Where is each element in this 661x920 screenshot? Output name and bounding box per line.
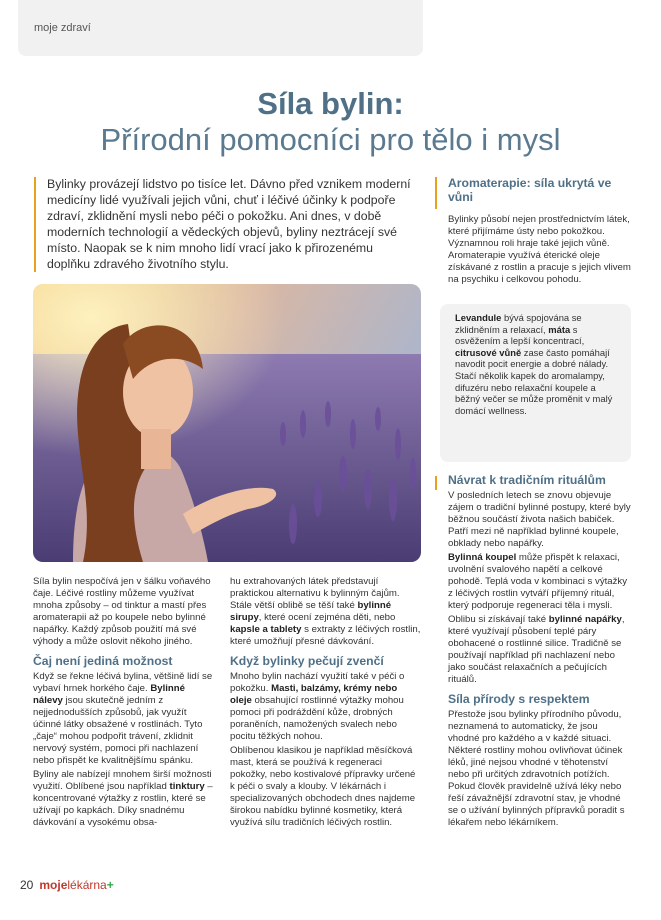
section-label: moje zdraví: [34, 22, 91, 34]
text-span: bývá spojována se zklidněním a relaxací,: [455, 312, 582, 335]
text-span: s osvěžením a lepší koncentrací,: [455, 323, 585, 347]
section-heading-respect: Síla přírody s respektem: [448, 692, 590, 706]
paragraph: Oblíbenou klasikou je například měsíčková mast, která se používá k regeneraci pokožky, nebo kostivalové přípravky určené k péči o svaly a klouby. V lékárnách i specializovaných obchodech dnes najdeme širokou nabídku bylinné kosmetiky, která využívá sílu tradičních léčivých rostlin.: [230, 745, 416, 828]
article-title: Síla bylin:: [257, 86, 404, 121]
tip-box: [440, 304, 631, 462]
aromatherapy-heading-wrap: [448, 176, 631, 207]
page-footer: [20, 878, 114, 892]
lead-paragraph: Bylinky provázejí lidstvo po tisíce let. Dávno před vznikem moderní medicíny lidé využívali jejich vůni, chuť i léčivé účinky k podpoře zdraví, zklidnění mysli nebo péči o pokožku. Ani dnes, v době moderních technologií a vědeckých objevů, byliny neztrácejí své místo. Naopak se k nim mnoho lidí vrací jako k přirozenému doplňku zdravého životního stylu.: [47, 177, 411, 271]
section-heading-tea: Čaj není jediná možnost: [33, 654, 173, 668]
bold-term: kapsle a tablety: [230, 624, 302, 635]
paragraph: V posledních letech se znovu objevuje zájem o tradiční bylinné postupy, které byly běžnou součástí života našich babiček. Patří mezi ně například bylinné koupele, obklady nebo napářky.: [448, 490, 631, 549]
column-right-top: [448, 214, 631, 288]
text-span: Byliny ale nabízejí mnohem širší možnosti využití. Oblíbené jsou například: [33, 769, 212, 792]
text-span: – koncentrované výtažky z rostlin, které se užívají po kapkách. Díky snadnému dávkování a vysokému obsa-: [33, 781, 213, 828]
bold-term: máta: [548, 323, 571, 335]
paragraph: Síla bylin nespočívá jen v šálku voňavého čaje. Léčivé rostliny můžeme využívat mnoha způsoby – od tinktur a mastí přes aromaterapii až po koupele nebo bylinné napářky. Každý způsob použití má své výhody a může oslovit někoho jiného.: [33, 576, 211, 647]
paragraph: [448, 552, 631, 612]
paragraph: Přestože jsou bylinky přírodního původu, neznamená to automaticky, že jsou vhodné pro každého a v každé situaci. Některé rostliny mohou ovlivňovat účinek léků, jiné nejsou vhodné v těhotenství nebo při určitých zdravotních potížích. Pokud člověk pravidelně užívá léky nebo řeší závažnější zdravotní stav, je vhodné se o užívání bylinných přípravků poradit s lékařem nebo lékárníkem.: [448, 709, 625, 828]
paragraph: [33, 769, 215, 829]
text-span: může přispět k relaxaci, uvolnění svalového napětí a celkové pohodě. Teplá voda v kombinaci s výtažky z léčivých rostlin vytváří příjemný rituál, který podporuje regeneraci těla i mysli.: [448, 552, 628, 611]
hero-photo-woman-lavender: [33, 284, 421, 562]
section-tab: [18, 0, 423, 56]
plus-icon: +: [106, 878, 114, 892]
bold-term: bylinné sirupy: [230, 600, 392, 623]
paragraph: [230, 576, 421, 648]
bold-term: Masti, balzámy, krémy nebo oleje: [230, 683, 398, 706]
section-heading-aromatherapy: Aromaterapie: síla ukrytá ve vůni: [448, 176, 612, 204]
brand-part: moje: [39, 878, 68, 892]
paragraph: [448, 614, 631, 686]
text-span: s extrakty z léčivých rostlin, které umožňují přesné dávkování.: [230, 624, 421, 647]
text-span: hu extrahovaných látek představují praktickou alternativu k bylinným čajům. Stále větší oblibě se těší také: [230, 576, 400, 611]
text-span: zase často pomáhají navodit pocit energie a dobré nálady. Stačí několik kapek do aromalampy, difuzéru nebo relaxační koupele a běžný večer se může proměnit v malý domácí wellness.: [455, 346, 613, 416]
heading-accent-bar: [435, 177, 437, 209]
article-subtitle: Přírodní pomocníci pro tělo i mysl: [100, 122, 561, 157]
page-number: 20: [20, 878, 34, 892]
section-heading-rituals: Návrat k tradičním rituálům: [448, 473, 606, 487]
tip-box-text: [455, 312, 615, 416]
paragraph: [33, 671, 215, 767]
column-right-bottom: [448, 473, 631, 831]
text-span: , které ocení zejména děti, nebo: [258, 612, 396, 623]
hero-photo-illustration: [33, 284, 421, 562]
section-heading-external-care: Když bylinky pečují zvenčí: [230, 654, 384, 668]
text-span: jsou skutečně jedním z nejjednodušších způsobů, jak využít účinné látky obsažené v rostlinách. Tyto „čaje“ mohou podpořit trávení, zklidnit nervový systém, pomoci při nachlazení nebo přispět ke kvalitnějšímu spánku.: [33, 695, 203, 766]
text-span: Když se řekne léčivá bylina, většině lidí se vybaví hrnek horkého čaje.: [33, 671, 213, 694]
text-span: Mnoho bylin nachází využití také v péči o pokožku.: [230, 671, 405, 694]
column-middle: [230, 576, 421, 831]
bold-term: Bylinná koupel: [448, 552, 517, 563]
lead-accent-bar: [34, 177, 36, 272]
bold-term: bylinné napářky: [548, 614, 622, 625]
bold-term: Bylinné nálevy: [33, 683, 185, 706]
paragraph: Bylinky působí nejen prostřednictvím látek, které přijímáme ústy nebo pokožkou. Významnou roli hraje také jejich vůně. Aromaterapie využívá éterické oleje získávané z rostlin a pracuje s jejich vlivem na psychiku i celkovou pohodu.: [448, 214, 631, 285]
heading-accent-bar: [435, 476, 437, 490]
text-span: , které využívají působení teplé páry obohacené o rostlinné silice. Tradičně se používají například při nachlazení nebo jako součást relaxačních a pečujících rituálů.: [448, 614, 625, 685]
text-span: Oblibu si získávají také: [448, 614, 549, 625]
brand-logo: [39, 878, 113, 892]
column-left: [33, 576, 215, 831]
text-span: obsahující rostlinné výtažky mohou pomoci při podráždění kůže, drobných poraněních, namožených svalech nebo pocitu těžkých nohou.: [230, 695, 404, 742]
bold-term: Levandule: [455, 312, 502, 323]
bold-term: tinktury: [169, 781, 205, 792]
bold-term: citrusové vůně: [455, 346, 522, 358]
brand-part: lékárna: [67, 878, 107, 892]
paragraph: [230, 671, 421, 743]
